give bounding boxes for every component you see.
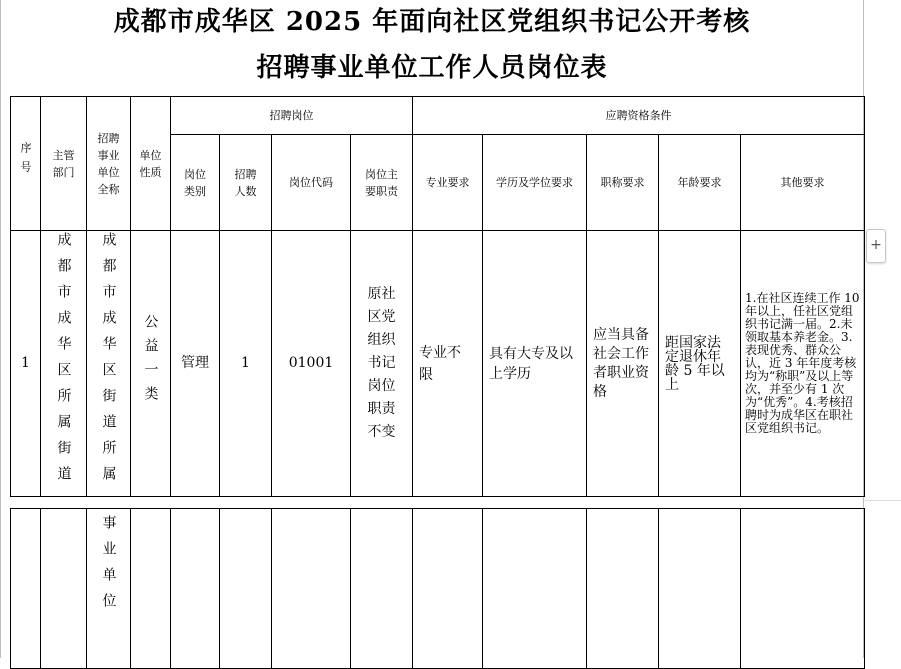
cell-unit-nature: 公益一类 [131,231,171,497]
cell-age-cont [659,509,741,669]
cell-other: 1.在社区连续工作 10 年以上，任社区党组织书记满一届。2.未领取基本养老金。3.表现优秀、群众公认，近 3 年年度考核均为“称职”及以上等次，并至少有 1 次为“优秀”。4.考核招聘时为成华区在职社区党组织书记。 [741,231,865,497]
header-age: 年龄要求 [659,135,741,231]
cell-dept-cont [41,509,87,669]
cell-unit-name-cont: 事业单位 [87,509,131,669]
document-title-line1: 成都市成华区 2025 年面向社区党组织书记公开考核 [113,7,751,37]
cell-post-duty: 原社区党组织书记岗位职责不变 [351,231,413,497]
cell-seq-cont [11,509,41,669]
cell-major-cont [413,509,483,669]
cell-title-req-cont [587,509,659,669]
header-post-duty: 岗位主要职责 [351,135,413,231]
cell-major: 专业不限 [413,231,483,497]
add-button[interactable]: + [866,229,886,263]
cell-dept: 成都市成华区所属街道 [41,231,87,497]
cell-post-code: 01001 [272,231,351,497]
cell-post-duty-cont [351,509,413,669]
cell-education-cont [483,509,587,669]
header-post-code: 岗位代码 [272,135,351,231]
header-seq: 序号 [11,97,41,231]
table-row [11,231,865,497]
cell-seq: 1 [11,231,41,497]
cell-title-req: 应当具备社会工作者职业资格 [587,231,659,497]
cell-education: 具有大专及以上学历 [483,231,587,497]
header-req-group: 应聘资格条件 [413,97,865,135]
header-dept: 主管部门 [41,97,87,231]
table-row [11,509,865,669]
header-other: 其他要求 [741,135,865,231]
document-title-line2: 招聘事业单位工作人员岗位表 [256,53,608,83]
page-break-line [864,500,901,501]
header-post-group: 招聘岗位 [171,97,413,135]
cell-post-type: 管理 [171,231,220,497]
header-unit-name: 招聘事业单位全称 [87,97,131,231]
cell-other-cont [741,509,865,669]
cell-age: 距国家法定退休年龄 5 年以上 [659,231,741,497]
position-table-continued [10,508,865,669]
header-education: 学历及学位要求 [483,135,587,231]
header-major: 专业要求 [413,135,483,231]
header-title-req: 职称要求 [587,135,659,231]
position-table [10,96,865,497]
header-post-type: 岗位类别 [171,135,220,231]
header-unit-nature: 单位性质 [131,97,171,231]
cell-post-code-cont [272,509,351,669]
cell-unit-nature-cont [131,509,171,669]
cell-unit-name: 成都市成华区街道所属 [87,231,131,497]
header-count: 招聘人数 [220,135,272,231]
cell-post-type-cont [171,509,220,669]
cell-count-cont [220,509,272,669]
cell-count: 1 [220,231,272,497]
